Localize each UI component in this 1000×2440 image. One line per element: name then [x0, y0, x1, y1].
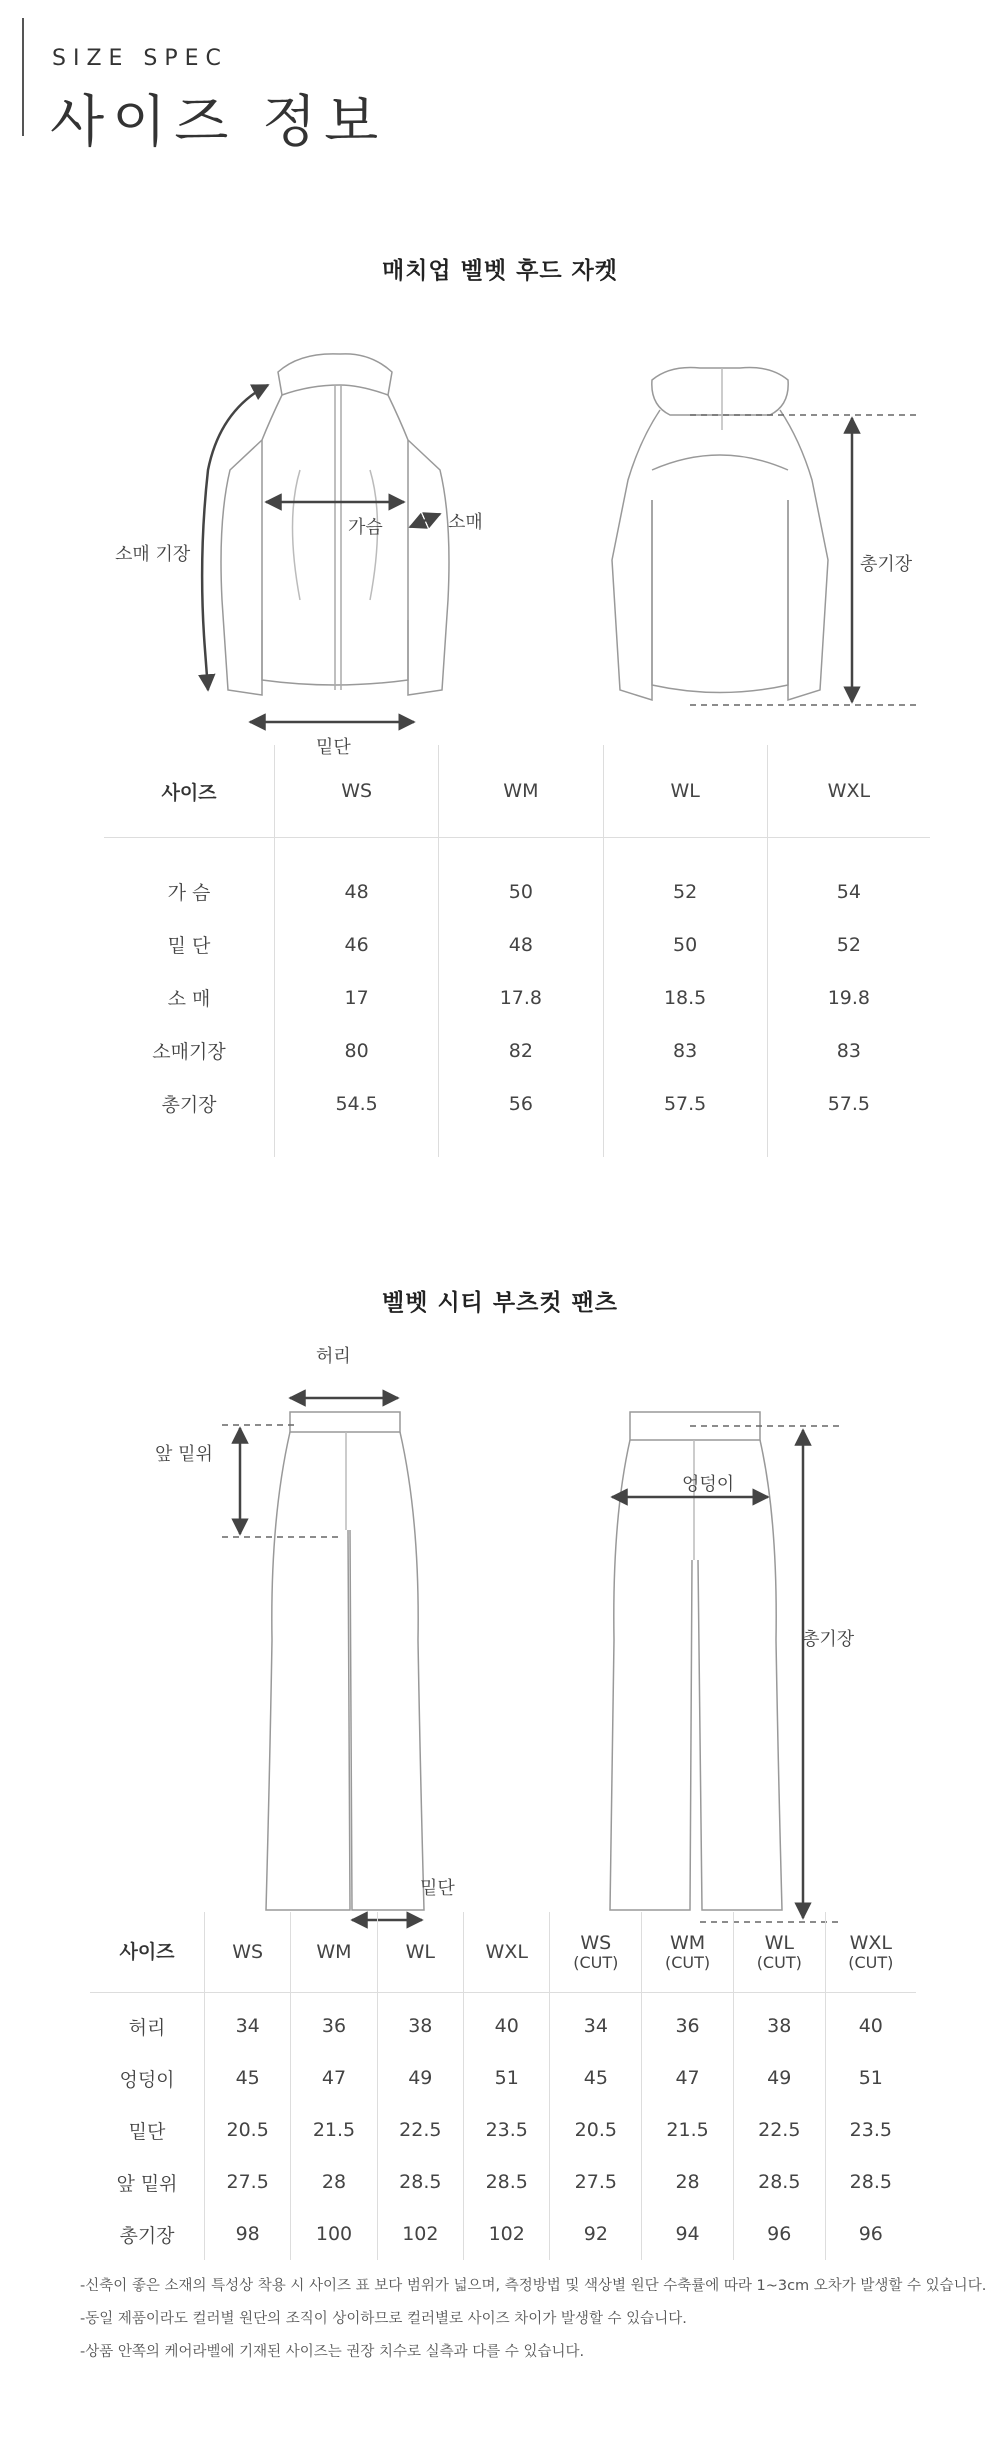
table-cell: 27.5 [205, 2156, 291, 2208]
table-cell: 소 매 [167, 988, 211, 1010]
header-size-text: WM [669, 1931, 706, 1954]
table-cell: 28.5 [733, 2156, 825, 2208]
jacket-size-table [104, 745, 930, 1157]
table-row [104, 1077, 930, 1157]
pants-table-header-row [90, 1912, 916, 1993]
jacket-header-cell: 사이즈 [104, 745, 275, 838]
table-row [90, 2156, 916, 2208]
header-cut-text: (CUT) [573, 1952, 619, 1972]
table-cell: 52 [603, 838, 767, 919]
table-cell: 17 [275, 971, 439, 1024]
jacket-product-title: 매치업 벨벳 후드 자켓 [382, 258, 618, 284]
jacket-sleeve-length-label: 소매 기장 [115, 544, 191, 565]
pants-total-length-label: 총기장 [802, 1629, 855, 1650]
table-cell: 21.5 [291, 2104, 377, 2156]
header-size-text: WL [764, 1931, 794, 1954]
header-size-text: WXL [485, 1940, 528, 1963]
pants-hem-label: 밑단 [420, 1878, 455, 1899]
size-spec-title-en: SIZE SPEC [52, 46, 228, 71]
table-cell: 57.5 [767, 1077, 930, 1157]
table-cell: 51 [825, 2052, 916, 2104]
table-cell: 36 [642, 1993, 734, 2053]
table-cell: 49 [733, 2052, 825, 2104]
table-cell: 23.5 [825, 2104, 916, 2156]
pants-front-measurements [222, 1398, 422, 1920]
table-cell: 51 [463, 2052, 549, 2104]
table-cell: 47 [642, 2052, 734, 2104]
jacket-hem-label: 밑단 [316, 737, 351, 758]
header-cut-text: (CUT) [756, 1952, 802, 1972]
table-cell: 앞 밑위 [116, 2172, 178, 2195]
jacket-table-header-row [104, 745, 930, 838]
header-size-text: 사이즈 [119, 1940, 175, 1963]
table-row [104, 971, 930, 1024]
header-size-text: WM [316, 1940, 352, 1963]
jacket-header-cell: WS [275, 745, 439, 838]
table-cell: 23.5 [463, 2104, 549, 2156]
jacket-total-length-label: 총기장 [860, 554, 913, 575]
table-row [104, 1024, 930, 1077]
header-size-text: WS [232, 1940, 264, 1963]
table-cell: 17.8 [439, 971, 603, 1024]
table-cell: 45 [205, 2052, 291, 2104]
table-cell: 49 [377, 2052, 463, 2104]
table-cell: 엉덩이 [119, 2068, 175, 2091]
table-cell: 96 [733, 2208, 825, 2260]
table-cell: 52 [767, 918, 930, 971]
table-cell: 22.5 [733, 2104, 825, 2156]
jacket-front-measurements [202, 385, 440, 722]
table-cell: 36 [291, 1993, 377, 2053]
table-cell: 소매기장 [152, 1041, 226, 1063]
pants-rise-label: 앞 밑위 [155, 1444, 213, 1465]
table-cell: 28.5 [463, 2156, 549, 2208]
table-cell: 46 [275, 918, 439, 971]
pants-product-title: 벨벳 시티 부츠컷 팬츠 [382, 1290, 618, 1316]
pants-header-cell [377, 1912, 463, 1993]
table-cell: 94 [642, 2208, 734, 2260]
table-cell: 가 슴 [167, 882, 211, 904]
table-cell: 40 [463, 1993, 549, 2053]
jacket-header-cell: WM [439, 745, 603, 838]
table-cell: 38 [377, 1993, 463, 2053]
table-cell: 98 [205, 2208, 291, 2260]
table-cell: 54.5 [275, 1077, 439, 1157]
table-row [90, 2208, 916, 2260]
table-cell: 34 [205, 1993, 291, 2053]
pants-back-measurements [612, 1426, 840, 1922]
table-cell: 82 [439, 1024, 603, 1077]
size-notes [80, 2270, 986, 2369]
table-cell: 100 [291, 2208, 377, 2260]
table-cell: 20.5 [205, 2104, 291, 2156]
pants-header-cell [733, 1912, 825, 1993]
jacket-chest-label: 가슴 [348, 517, 383, 538]
table-cell: 50 [439, 838, 603, 919]
jacket-header-cell: WXL [767, 745, 930, 838]
pants-size-table [90, 1912, 916, 2260]
table-cell: 47 [291, 2052, 377, 2104]
table-cell: 34 [550, 1993, 642, 2053]
table-cell: 20.5 [550, 2104, 642, 2156]
table-cell: 45 [550, 2052, 642, 2104]
table-cell: 18.5 [603, 971, 767, 1024]
header-size-text: WS [580, 1931, 612, 1954]
table-cell: 21.5 [642, 2104, 734, 2156]
header-size-text: WXL [849, 1931, 892, 1954]
note-line: -신축이 좋은 소재의 특성상 착용 시 사이즈 표 보다 범위가 넓으며, 측정방법 및 색상별 원단 수축률에 따라 1~3cm 오차가 발생할 수 있습니다. [80, 2278, 987, 2294]
jacket-back-drawing [612, 368, 828, 701]
table-cell: 28 [642, 2156, 734, 2208]
table-cell: 48 [439, 918, 603, 971]
pants-header-cell [291, 1912, 377, 1993]
table-cell: 50 [603, 918, 767, 971]
pants-header-cell [90, 1912, 205, 1993]
jacket-header-cell: WL [603, 745, 767, 838]
header-cut-text: (CUT) [664, 1952, 711, 1972]
table-cell: 92 [550, 2208, 642, 2260]
table-cell: 19.8 [767, 971, 930, 1024]
table-cell: 27.5 [550, 2156, 642, 2208]
header-cut-text: (CUT) [848, 1952, 894, 1972]
table-row [90, 2104, 916, 2156]
pants-waist-label: 허리 [316, 1346, 351, 1367]
table-cell: 102 [377, 2208, 463, 2260]
table-cell: 38 [733, 1993, 825, 2053]
pants-hip-label: 엉덩이 [682, 1474, 735, 1495]
pants-header-cell [550, 1912, 642, 1993]
table-cell: 밑단 [128, 2120, 166, 2143]
table-cell: 57.5 [603, 1077, 767, 1157]
table-cell: 83 [603, 1024, 767, 1077]
table-cell: 허리 [128, 2016, 166, 2039]
table-cell: 54 [767, 838, 930, 919]
table-cell: 102 [463, 2208, 549, 2260]
table-row [90, 2052, 916, 2104]
table-cell: 80 [275, 1024, 439, 1077]
table-cell: 총기장 [119, 2224, 175, 2247]
note-line: -동일 제품이라도 컬러별 원단의 조직이 상이하므로 컬러별로 사이즈 차이가 발생할 수 있습니다. [80, 2311, 687, 2327]
pants-header-cell [463, 1912, 549, 1993]
table-cell: 22.5 [377, 2104, 463, 2156]
pants-front-drawing [266, 1412, 424, 1910]
table-cell: 48 [275, 838, 439, 919]
table-cell: 밑 단 [167, 935, 211, 957]
table-cell: 83 [767, 1024, 930, 1077]
pants-header-cell [825, 1912, 916, 1993]
table-cell: 96 [825, 2208, 916, 2260]
table-cell: 28.5 [825, 2156, 916, 2208]
table-cell: 28 [291, 2156, 377, 2208]
jacket-sleeve-label: 소매 [448, 512, 483, 533]
table-cell: 40 [825, 1993, 916, 2053]
note-line: -상품 안쪽의 케어라벨에 기재된 사이즈는 권장 치수로 실측과 다를 수 있습니다. [80, 2344, 585, 2360]
header-size-text: WL [405, 1940, 435, 1963]
pants-header-cell [642, 1912, 734, 1993]
table-cell: 28.5 [377, 2156, 463, 2208]
table-cell: 56 [439, 1077, 603, 1157]
table-cell: 총기장 [161, 1094, 217, 1116]
table-row [104, 918, 930, 971]
table-row [90, 1993, 916, 2053]
pants-header-cell [205, 1912, 291, 1993]
table-row [104, 838, 930, 919]
size-spec-title-ko: 사이즈 정보 [50, 90, 387, 155]
